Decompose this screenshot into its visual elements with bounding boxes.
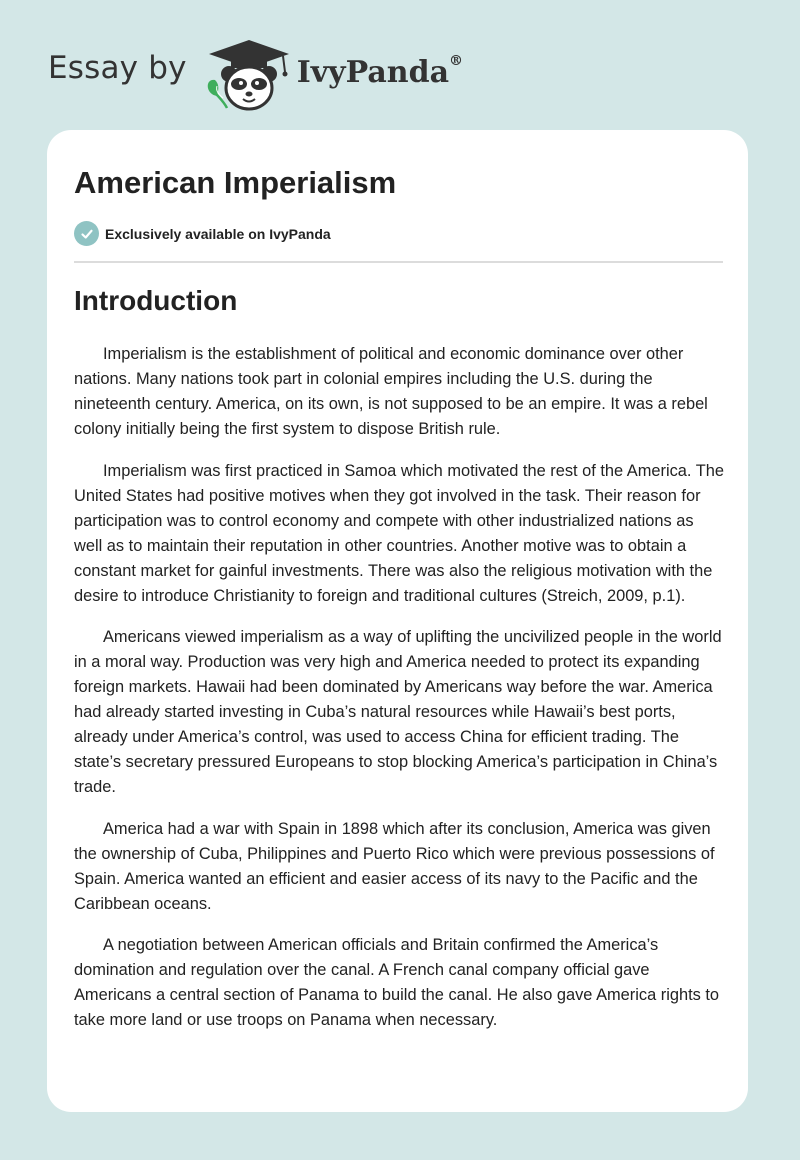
divider xyxy=(74,261,723,263)
exclusive-badge xyxy=(74,221,331,246)
panda-graduate-logo-icon[interactable] xyxy=(203,36,295,112)
essay-card xyxy=(47,130,748,1112)
paragraph: America had a war with Spain in 1898 which after its conclusion, America was given the ownership of Cuba, Philippines and Puerto Rico which were previous possessions of Spain. America wanted an efficient and easier access of its navy to the Pacific and the Caribbean oceans. xyxy=(74,819,715,913)
exclusive-badge-label: Exclusively available on IvyPanda xyxy=(105,225,331,242)
essay-body xyxy=(74,342,726,1050)
page-title: American Imperialism xyxy=(74,165,397,200)
paragraph: A negotiation between American officials and Britain confirmed the America’s domination and regulation over the canal. A French canal company official gave Americans a central section of Panama to build the canal. He also gave America rights to take more land or use troops on Panama when necessary. xyxy=(74,936,720,1029)
site-header xyxy=(48,34,463,114)
paragraph: Americans viewed imperialism as a way of uplifting the uncivilized people in the world in a moral way. Production was very high and America needed to protect its expanding foreign markets. Hawaii had been dominated by Americans way before the war. America had already started investing in Cuba’s natural resources while Hawaii’s best ports, already under America’s control, was used to access China for efficient trading. The state’s secretary pressured Europeans to stop blocking America’s participation in China’s trade. xyxy=(74,628,722,796)
section-heading: Introduction xyxy=(74,285,238,316)
ivypanda-brand[interactable]: IvyPanda® xyxy=(296,52,464,90)
essay-by-label: Essay by xyxy=(48,50,187,86)
paragraph: Imperialism is the establishment of political and economic dominance over other nations. Many nations took part in colonial empires including the U.S. during the nineteenth century. America, on its own, is not supposed to be an empire. It was a rebel colony initially being the first system to dispose British rule. xyxy=(74,345,708,438)
paragraph: Imperialism was first practiced in Samoa which motivated the rest of the America. The United States had positive motives when they got involved in the task. Their reason for participation was to control economy and compete with other industrialized nations as well as to maintain their reputation in other countries. Another motive was to obtain a constant market for gainful investments. There was also the religious motivation with the desire to introduce Christianity to foreign and traditional cultures (Streich, 2009, p.1). xyxy=(74,461,724,605)
check-circle-icon xyxy=(74,221,99,246)
